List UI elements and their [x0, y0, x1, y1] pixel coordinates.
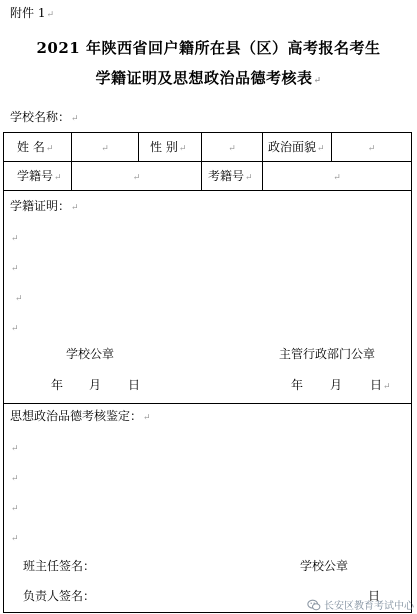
date-day: 日 [128, 378, 141, 392]
blank-line[interactable]: ↵ [15, 294, 23, 304]
school-name-label: 学校名称：↵ [10, 110, 79, 124]
kaoji-field[interactable]: ↵ [333, 173, 341, 183]
date-day: 日↵ [370, 378, 391, 392]
date-month: 月 [89, 378, 102, 392]
name-field[interactable]: ↵ [101, 144, 109, 154]
date-year: 年 [51, 378, 64, 392]
kaoji-label: 考籍号↵ [208, 169, 253, 183]
blank-line[interactable]: ↵ [11, 444, 19, 454]
politics-label: 政治面貌↵ [268, 140, 325, 154]
dept-seal-label: 主管行政部门公章 [279, 347, 376, 361]
blank-line[interactable]: ↵ [11, 234, 19, 244]
gender-label: 性 别↵ [150, 140, 187, 154]
teacher-sign-label: 班主任签名： [23, 559, 96, 573]
blank-line[interactable]: ↵ [11, 534, 19, 544]
blank-line[interactable]: ↵ [11, 324, 19, 334]
blank-line[interactable]: ↵ [11, 264, 19, 274]
watermark-text: 长安区教育考试中心 [324, 601, 414, 612]
xueji-proof-heading: 学籍证明：↵ [10, 199, 79, 213]
gender-field[interactable]: ↵ [228, 144, 236, 154]
name-label: 姓 名↵ [17, 140, 54, 154]
leader-sign-label: 负责人签名： [23, 589, 96, 603]
moral-assessment-heading: 思想政治品德考核鉴定：↵ [10, 409, 151, 423]
watermark [307, 597, 414, 612]
school-seal-label: 学校公章 [300, 559, 349, 573]
wechat-icon [307, 598, 321, 612]
date-year: 年 [291, 378, 304, 392]
xueji-field[interactable]: ↵ [132, 173, 141, 183]
blank-line[interactable]: ↵ [11, 474, 19, 484]
politics-field[interactable]: ↵ [367, 144, 376, 154]
date-day-partial: 日 [368, 589, 381, 603]
school-seal-label: 学校公章 [66, 347, 115, 361]
attachment-label: 附件 1↵ [10, 6, 54, 20]
form-title-line1: 2021 年陕西省回户籍所在县（区）高考报名考生 [36, 39, 381, 57]
date-month: 月 [330, 378, 343, 392]
form-title-line2: 学籍证明及思想政治品德考核表↵ [95, 69, 322, 87]
blank-line[interactable]: ↵ [11, 504, 19, 514]
xueji-label: 学籍号↵ [17, 169, 62, 183]
